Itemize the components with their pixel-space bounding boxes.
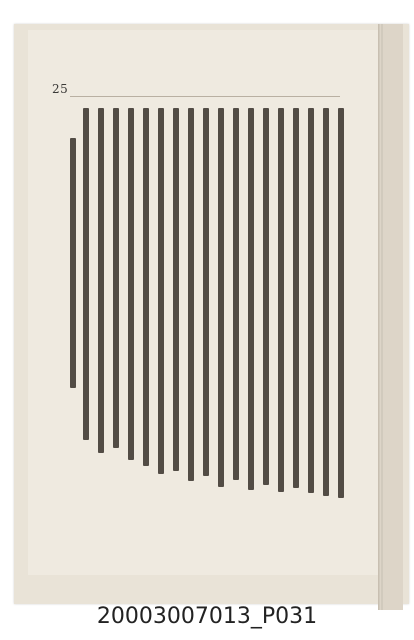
text-line — [83, 108, 89, 440]
text-line — [98, 108, 104, 453]
text-line — [218, 108, 224, 487]
text-line — [248, 108, 254, 490]
text-line — [70, 138, 76, 388]
text-line — [143, 108, 149, 466]
right-book-page-edge — [378, 24, 403, 610]
header-rule — [70, 96, 340, 97]
text-line — [173, 108, 179, 471]
page-number: 25 — [52, 82, 69, 96]
text-line — [278, 108, 284, 492]
text-line — [188, 108, 194, 481]
text-line — [203, 108, 209, 476]
text-line — [308, 108, 314, 493]
text-line — [293, 108, 299, 488]
text-line — [158, 108, 164, 474]
text-line — [233, 108, 239, 480]
text-line — [338, 108, 344, 498]
text-line — [113, 108, 119, 448]
text-line — [128, 108, 134, 460]
text-line — [263, 108, 269, 485]
text-line — [323, 108, 329, 496]
image-caption: 20003007013_P031 — [96, 604, 318, 629]
vertical-text-area — [68, 108, 344, 518]
